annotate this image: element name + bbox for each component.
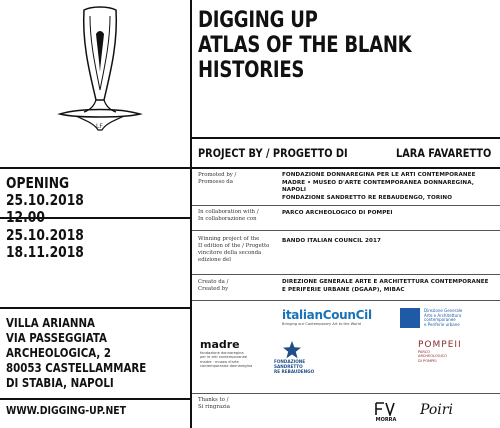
- artwork-initials: LF: [96, 123, 103, 130]
- winning-label-3: vincitore della seconda: [198, 250, 262, 256]
- rule-project-bottom: [0, 167, 500, 169]
- title-line-1: DIGGING UP: [198, 8, 318, 33]
- created-label-en: Created by: [198, 286, 229, 292]
- madre-text: [200, 351, 262, 369]
- morra-name: MORRA: [375, 417, 397, 423]
- venue-line-5: DI STABIA, NAPOLI: [6, 375, 114, 390]
- signature: [420, 402, 476, 422]
- promoter-2: MADRE • MUSEO D'ARTE CONTEMPORANEA DONNAREGINA, NAPOLI: [282, 179, 474, 193]
- winning-label-1: Winning project of the: [198, 236, 260, 242]
- promoted-by-label-it: Promosso da: [198, 179, 233, 185]
- created-label: [198, 279, 276, 293]
- rule-right-4: [192, 300, 500, 301]
- promoter-1: FONDAZIONE DONNAREGINA PER LE ARTI CONTEMPORANEE: [282, 172, 476, 178]
- pompeii-text: [418, 350, 488, 363]
- signature-text: Poiri: [420, 402, 453, 418]
- rule-right-5: [192, 393, 500, 394]
- madre-line-1: fondazione donnaregina: [200, 351, 244, 355]
- collaboration-label: [198, 209, 276, 223]
- venue-line-3: ARCHEOLOGICA, 2: [6, 345, 111, 360]
- promoted-by-label-en: Promoted by /: [198, 172, 237, 178]
- rule-right-3: [192, 274, 500, 275]
- rule-right-1: [192, 205, 500, 206]
- exhibition-title: [198, 8, 444, 83]
- venue-line-1: VILLA ARIANNA: [6, 315, 95, 330]
- dates-end: 18.11.2018: [6, 243, 84, 261]
- opening-time: 12.00: [6, 208, 45, 226]
- madre-line-2: per le arti contemporanee: [200, 355, 248, 360]
- opening-label: OPENING: [6, 174, 70, 192]
- pompeii-name: POMPEII: [418, 340, 462, 350]
- sandretto-text: [274, 360, 334, 374]
- direzione-emblem-icon: [400, 308, 420, 328]
- title-line-2: ATLAS OF THE BLANK: [198, 33, 412, 58]
- winning-label-2: II edition of the / Progetto: [198, 243, 270, 249]
- thanks-label-it: Si ringrazia: [198, 404, 230, 410]
- thanks-label-en: Thanks to /: [198, 397, 229, 403]
- created-label-it: Creato da /: [198, 279, 229, 285]
- sandretto-line-1: FONDAZIONE: [274, 359, 306, 364]
- direzione-line-3: contemporanee: [424, 317, 456, 323]
- project-artist: LARA FAVARETTO: [396, 146, 492, 160]
- rule-left-2: [0, 307, 190, 309]
- promoter-3: FONDAZIONE SANDRETTO RE REBAUDENGO, TORINO: [282, 194, 453, 201]
- sandretto-logo: [274, 340, 334, 374]
- collaboration-label-en: In collaboration with /: [198, 209, 259, 215]
- italian-council-logo: [282, 308, 382, 326]
- venue-line-2: VIA PASSEGGIATA: [6, 330, 107, 345]
- madre-name: madre: [200, 338, 240, 351]
- winning-value: BANDO ITALIAN COUNCIL 2017: [282, 238, 381, 244]
- created-values: [282, 279, 497, 294]
- morra-mark-icon: [374, 402, 396, 416]
- pompeii-logo: [418, 340, 488, 363]
- madre-logo: [200, 338, 262, 369]
- rule-right-2: [192, 230, 500, 231]
- creator-2: E PERIFERIE URBANE (DGAAP), MIBAC: [282, 286, 405, 293]
- italian-council-tagline: Bringing our Contemporary Art to the World: [282, 322, 361, 326]
- artwork-illustration: [20, 4, 180, 134]
- promoted-by-label: [198, 172, 276, 186]
- winning-label-4: edizione del: [198, 257, 231, 263]
- pompeii-line-2: ARCHEOLOGICO: [418, 354, 447, 359]
- rule-vertical: [190, 0, 192, 428]
- direzione-text: [424, 309, 462, 327]
- title-line-3: HISTORIES: [198, 58, 305, 83]
- project-label: PROJECT BY / PROGETTO DI: [198, 146, 348, 160]
- madre-line-4: contemporanea donnaregina: [200, 364, 253, 369]
- collaboration-label-it: In collaborazione con: [198, 216, 257, 222]
- italian-council-name: italianCounCil: [282, 308, 372, 322]
- morra-logo: [366, 402, 406, 423]
- creator-1: DIREZIONE GENERALE ARTE E ARCHITETTURA CONTEMPORANEE: [282, 279, 489, 285]
- direzione-line-4: e Periferie urbane: [424, 321, 460, 327]
- pompeii-line-1: PARCO: [418, 350, 431, 354]
- pompeii-line-3: DI POMPEI: [418, 358, 437, 363]
- website-link[interactable]: WWW.DIGGING-UP.NET: [6, 404, 127, 417]
- star-icon: [282, 340, 302, 360]
- thanks-label: [198, 397, 276, 411]
- promoted-by-values: [282, 172, 497, 202]
- winning-label: [198, 236, 276, 264]
- rule-title-bottom: [190, 137, 500, 139]
- direzione-logo: [400, 308, 496, 330]
- sandretto-line-3: RE REBAUDENGO: [274, 368, 315, 374]
- direzione-line-1: Direzione Generale: [424, 308, 463, 313]
- sandretto-line-2: SANDRETTO: [274, 363, 303, 369]
- collaboration-value: PARCO ARCHEOLOGICO DI POMPEI: [282, 210, 393, 216]
- opening-date: 25.10.2018: [6, 191, 84, 209]
- direzione-line-2: Arte e Architettura: [424, 312, 462, 318]
- rule-left-3: [0, 398, 190, 400]
- venue-line-4: 80053 CASTELLAMMARE: [6, 360, 147, 375]
- madre-line-3: madre · museo d'arte: [200, 359, 239, 364]
- dates-start: 25.10.2018: [6, 226, 84, 244]
